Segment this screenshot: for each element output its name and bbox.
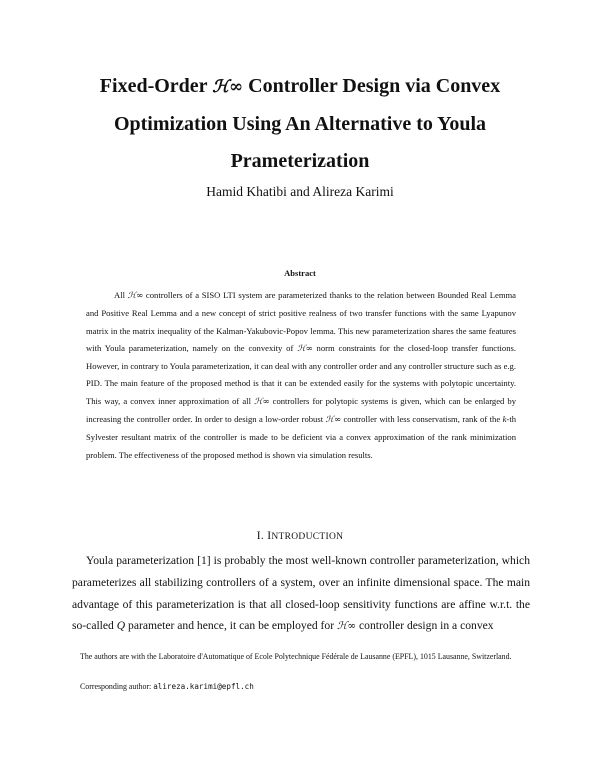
- footnote-affiliation: The authors are with the Laboratoire d'Automatique of Ecole Polytechnique Fédérale de Lausanne (EPFL), 1015 Lausanne, Switzerland.: [80, 652, 512, 661]
- abstract-hinf-1: ℋ∞: [127, 291, 144, 301]
- section-heading-introduction: [0, 530, 600, 542]
- abstract-text-4: controllers for polytopic systems is given, which can be enlarged by increasing the controller order. In order to design a low-order robust: [86, 395, 516, 425]
- introduction-paragraph: [72, 550, 530, 638]
- abstract-hinf-3: ℋ∞: [254, 396, 270, 407]
- abstract-text-6: -th Sylvester resultant matrix of the controller is made to be deficient via a convex approximation of the rank minimization problem. The effectiveness of the proposed method is shown via simulation results.: [86, 414, 516, 460]
- intro-hinf-symbol: ℋ∞: [336, 620, 357, 633]
- abstract-text-2: controllers of a SISO LTI system are parameterized thanks to the relation between Bounded Real Lemma and Positive Real Lemma and a new concept of strict positive realness of two transfer functions with the same Lyapunov matrix in the matrix inequality of the Kalman-Yakubovic-Popov lemma. This new parameterization shares the same features with Youla parameterization, namely on the convexity of: [86, 290, 516, 353]
- footnote-corresponding-author: [72, 680, 530, 694]
- corr-label: Corresponding author:: [80, 682, 152, 691]
- abstract-heading: Abstract: [284, 268, 316, 278]
- title-part1: Fixed-Order: [99, 75, 208, 97]
- intro-text-2: parameter and hence, it can be employed for: [128, 619, 335, 633]
- abstract-text-5: controller with less conservatism, rank of the: [343, 414, 501, 425]
- abstract-text-1: All: [114, 290, 125, 300]
- section-title-rest: NTRODUCTION: [271, 532, 344, 542]
- section-first-letter: I: [267, 530, 272, 542]
- intro-q-variable: Q: [116, 619, 126, 633]
- author-list: Hamid Khatibi and Alireza Karimi: [206, 184, 394, 199]
- abstract-text-3: norm constraints for the closed-loop transfer functions. However, in contrary to Youla parameterization, it can deal with any controller order and any controller structure such as e.g. PID. The main feature of the proposed method is that it can be extended easily for the systems with polytopic uncertainty. This way, a convex inner approximation of all: [86, 342, 516, 406]
- title-part2: Controller Design via Convex Optimization Using An Alternative to Youla Prameterization: [113, 75, 501, 172]
- section-number: I.: [256, 530, 265, 542]
- intro-text-3: controller design in a convex: [359, 619, 494, 633]
- abstract-body: [86, 287, 516, 464]
- abstract-k-variable: k: [502, 414, 507, 425]
- abstract-hinf-4: ℋ∞: [325, 415, 342, 426]
- author-email: alireza.karimi@epfl.ch: [153, 682, 254, 691]
- title-hinf-symbol: ℋ∞: [212, 77, 244, 97]
- intro-text-1: Youla parameterization [1] is probably the most well-known controller parameterization, which parameterizes all stabilizing controllers of a system, over an infinite dimensional space. The main advantage of this parameterization is that all closed-loop sensitivity functions are affine w.r.t. the so-called: [72, 554, 530, 633]
- abstract-hinf-2: ℋ∞: [297, 343, 313, 354]
- paper-title: [70, 68, 530, 180]
